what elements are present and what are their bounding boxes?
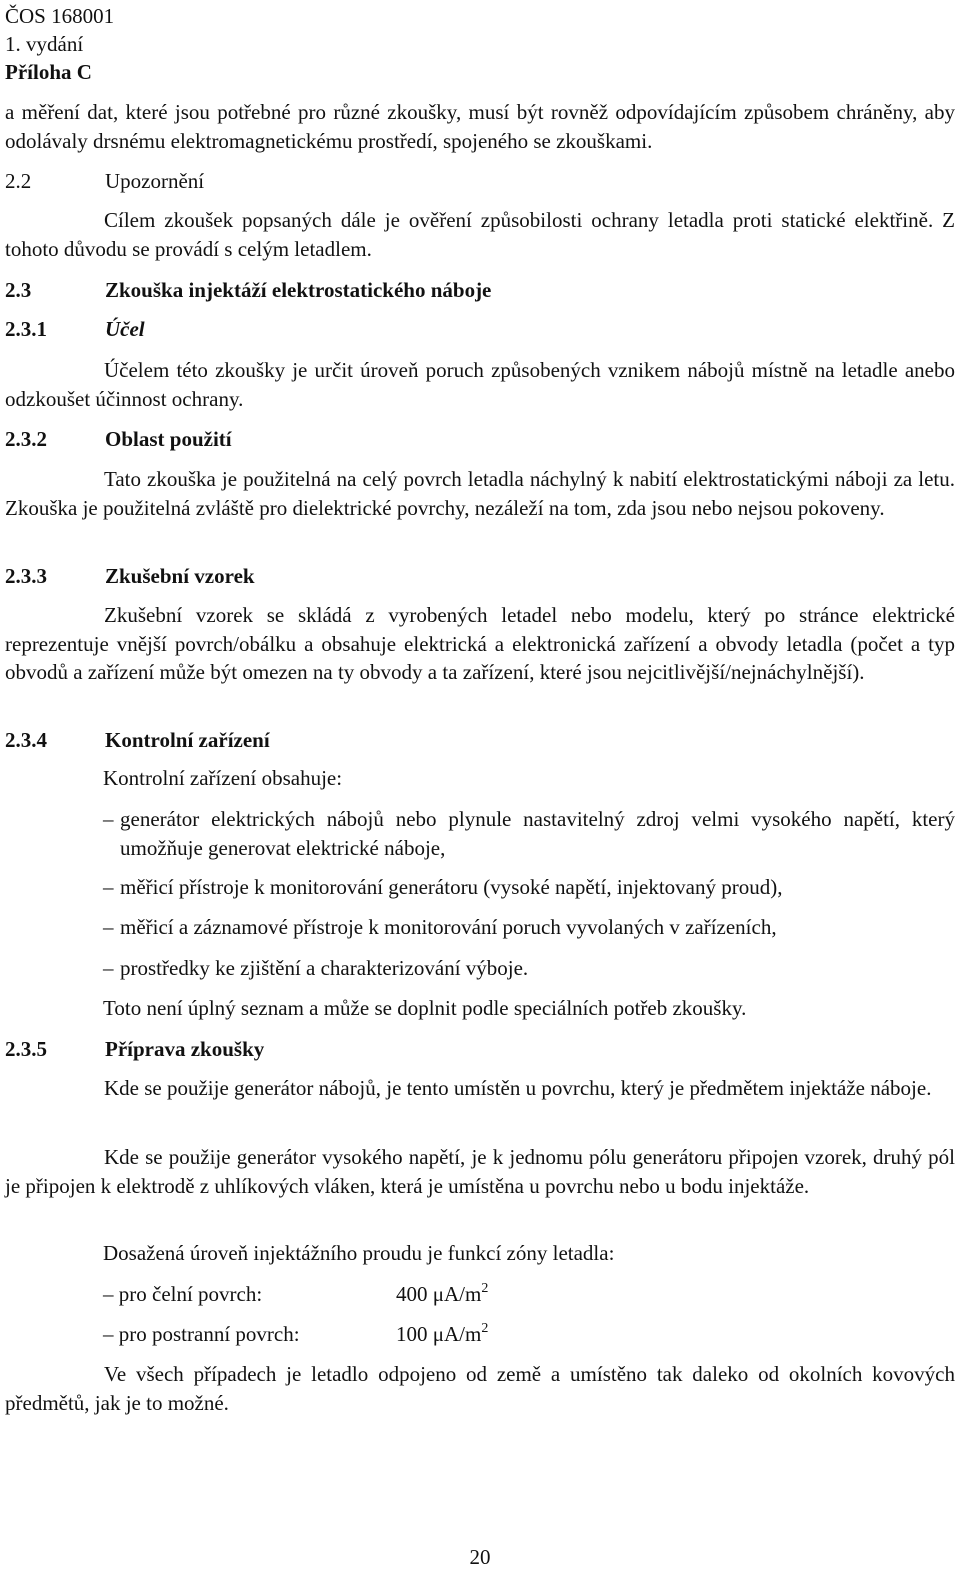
value-exponent: 2 — [481, 1321, 489, 1336]
section-title: Zkušební vzorek — [105, 564, 255, 588]
dash-bullet: – — [103, 1282, 114, 1306]
value-amount: 400 μA/m — [396, 1282, 482, 1306]
edition: 1. vydání — [5, 32, 84, 56]
section-heading-2-3-4 — [5, 726, 270, 754]
list-item — [103, 913, 955, 942]
intro-paragraph: a měření dat, které jsou potřebné pro různé zkoušky, musí být rovněž odpovídajícím způsobem chráněny, aby odolávaly drsnému elektromagnetickému prostředí, spojeného se zkouškami. — [5, 100, 955, 153]
section-paragraph: Účelem této zkoušky je určit úroveň poruch způsobených vznikem nábojů místně na letadle anebo odzkoušet účinnost ochrany. — [5, 358, 955, 411]
list-item-text: prostředky ke zjištění a charakterizování výboje. — [120, 956, 529, 980]
section-heading-2-2 — [5, 167, 204, 195]
value-exponent: 2 — [481, 1281, 489, 1296]
section-number: 2.3.5 — [5, 1037, 47, 1061]
section-title: Upozornění — [105, 169, 205, 193]
section-number: 2.3 — [5, 278, 32, 302]
section-number: 2.3.4 — [5, 728, 47, 752]
list-item-text: měřicí a záznamové přístroje k monitorování poruch vyvolaných v zařízeních, — [120, 915, 777, 939]
section-title: Oblast použití — [105, 427, 232, 451]
dash-bullet: – — [103, 956, 114, 980]
section-heading-2-3-1 — [5, 315, 145, 343]
section-paragraph: Kde se použije generátor nábojů, je tento umístěn u povrchu, který je předmětem injektáže náboje. — [104, 1076, 932, 1100]
standard-id: ČOS 168001 — [5, 4, 115, 28]
section-paragraph: Zkušební vzorek se skládá z vyrobených letadel nebo modelu, který po stránce elektrické reprezentuje vnější povrch/obálku a obsahuje elektrická a elektronická zařízení a obvody letadla (počet a typ obvodů a zařízení může být omezen na ty obvody a ta zařízení, které jsou nejcitlivější/nejnáchylnější). — [5, 603, 955, 685]
list-item — [103, 805, 955, 862]
list-item — [103, 873, 955, 902]
list-lead: Kontrolní zařízení obsahuje: — [103, 766, 343, 790]
section-heading-2-3-5 — [5, 1035, 264, 1063]
list-item — [103, 954, 955, 983]
section-number: 2.3.2 — [5, 427, 47, 451]
section-title: Příprava zkoušky — [105, 1037, 265, 1061]
list-item-text: měřicí přístroje k monitorování generátoru (vysoké napětí, injektovaný proud), — [120, 875, 783, 899]
list-item-text: generátor elektrických nábojů nebo plynule nastavitelný zdroj velmi vysokého napětí, který umožňuje generovat elektrické náboje, — [120, 807, 955, 860]
section-paragraph: Ve všech případech je letadlo odpojeno od země a umístěno tak daleko od okolních kovových předmětů, jak je to možné. — [5, 1362, 955, 1415]
section-paragraph: Cílem zkoušek popsaných dále je ověření způsobilosti ochrany letadla proti statické elektřině. Z tohoto důvodu se provádí s celým letadlem. — [5, 208, 955, 261]
zone-lead: Dosažená úroveň injektážního proudu je funkcí zóny letadla: — [103, 1241, 615, 1265]
value-label: pro čelní povrch: — [118, 1282, 263, 1306]
section-number: 2.2 — [5, 169, 32, 193]
dash-bullet: – — [103, 807, 114, 831]
section-heading-2-3-2 — [5, 425, 232, 453]
value-label: pro postranní povrch: — [118, 1322, 300, 1346]
value-row — [103, 1320, 488, 1348]
annex-label: Příloha C — [5, 60, 92, 84]
value-amount: 100 μA/m — [396, 1322, 482, 1346]
value-row — [103, 1280, 488, 1308]
page-number: 20 — [469, 1545, 491, 1569]
section-paragraph: Tato zkouška je použitelná na celý povrch letadla náchylný k nabití elektrostatickými náboji za letu. Zkouška je použitelná zvláště pro dielektrické povrchy, nezáleží na tom, zda jsou nebo nejsou pokoveny. — [5, 467, 955, 520]
section-title: Zkouška injektáží elektrostatického náboje — [105, 278, 492, 302]
section-heading-2-3-3 — [5, 562, 255, 590]
section-number: 2.3.3 — [5, 564, 47, 588]
dash-bullet: – — [103, 875, 114, 899]
list-note: Toto není úplný seznam a může se doplnit podle speciálních potřeb zkoušky. — [103, 996, 747, 1020]
section-heading-2-3 — [5, 276, 491, 304]
section-title: Kontrolní zařízení — [105, 728, 270, 752]
dash-bullet: – — [103, 1322, 114, 1346]
section-title: Účel — [105, 317, 145, 341]
section-paragraph: Kde se použije generátor vysokého napětí, je k jednomu pólu generátoru připojen vzorek, druhý pól je připojen k elektrodě z uhlíkových vláken, která je umístěna u povrchu nebo u bodu injektáže. — [5, 1145, 955, 1198]
dash-bullet: – — [103, 915, 114, 939]
section-number: 2.3.1 — [5, 317, 47, 341]
